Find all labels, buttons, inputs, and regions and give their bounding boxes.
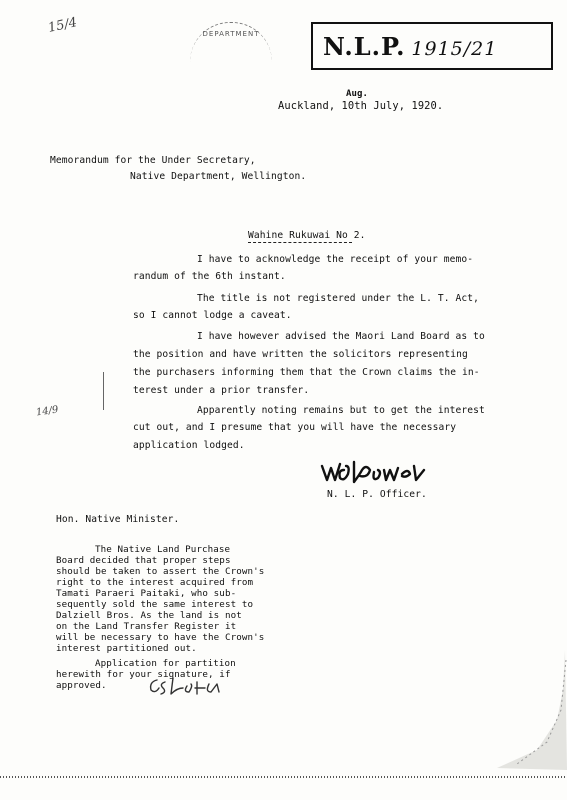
body-line-11: application lodged. [133,440,245,451]
stamp-number: 1915/21 [411,38,498,60]
date-correction: Aug. [346,89,369,99]
margin-rule [103,372,104,410]
note-line-1: The Native Land Purchase [95,544,231,555]
body-line-6: the position and have written the solicitors representing [133,349,468,360]
date-line: Auckland, 10th July, 1920. [278,100,444,112]
address-line-2: Native Department, Wellington. [130,171,307,182]
note-line-8: on the Land Transfer Register it [56,621,237,632]
nlp-file-stamp [311,22,553,70]
body-line-8: terest under a prior transfer. [133,385,310,396]
note-line-11: Application for partition [95,658,236,669]
department-stamp [190,22,272,64]
body-line-4: so I cannot lodge a caveat. [133,310,292,321]
recipient: Hon. Native Minister. [56,514,180,525]
margin-note-left: 14/9 [35,404,60,419]
note-line-7: Dalziell Bros. As the land is not [56,610,242,621]
officer-signature [318,456,430,486]
note-line-12: herewith for your signature, if [56,669,231,680]
body-line-10: cut out, and I presume that you will have the necessary [133,422,457,433]
scan-bottom-edge [0,772,567,782]
body-line-3: The title is not registered under the L. T. Act, [197,293,480,304]
note-line-5: Tamati Paraeri Paitaki, who sub- [56,588,237,599]
stamp-label: N.L.P. [323,32,406,61]
department-stamp-label: DEPARTMENT [202,30,260,38]
subject-heading: Wahine Rukuwai No 2. [248,230,366,241]
body-line-9: Apparently noting remains but to get the interest [197,405,485,416]
body-line-2: randum of the 6th instant. [133,271,286,282]
note-line-3: should be taken to assert the Crown's [56,566,265,577]
note-line-9: will be necessary to have the Crown's [56,632,265,643]
body-line-7: the purchasers informing them that the Crown claims the in- [133,367,480,378]
note-line-2: Board decided that proper steps [56,555,231,566]
body-line-1: I have to acknowledge the receipt of your memo- [197,254,474,265]
minister-initials [147,674,229,696]
body-line-5: I have however advised the Maori Land Board as to [197,331,485,342]
note-line-13: approved. [56,680,107,691]
margin-note-top: 15/4 [46,15,79,36]
address-line-1: Memorandum for the Under Secretary, [50,155,256,166]
note-line-10: interest partitioned out. [56,643,197,654]
officer-title: N. L. P. Officer. [327,489,427,500]
note-line-4: right to the interest acquired from [56,577,254,588]
scan-edge-shadow [477,650,567,770]
note-line-6: sequently sold the same interest to [56,599,254,610]
subject-underline [248,242,352,243]
